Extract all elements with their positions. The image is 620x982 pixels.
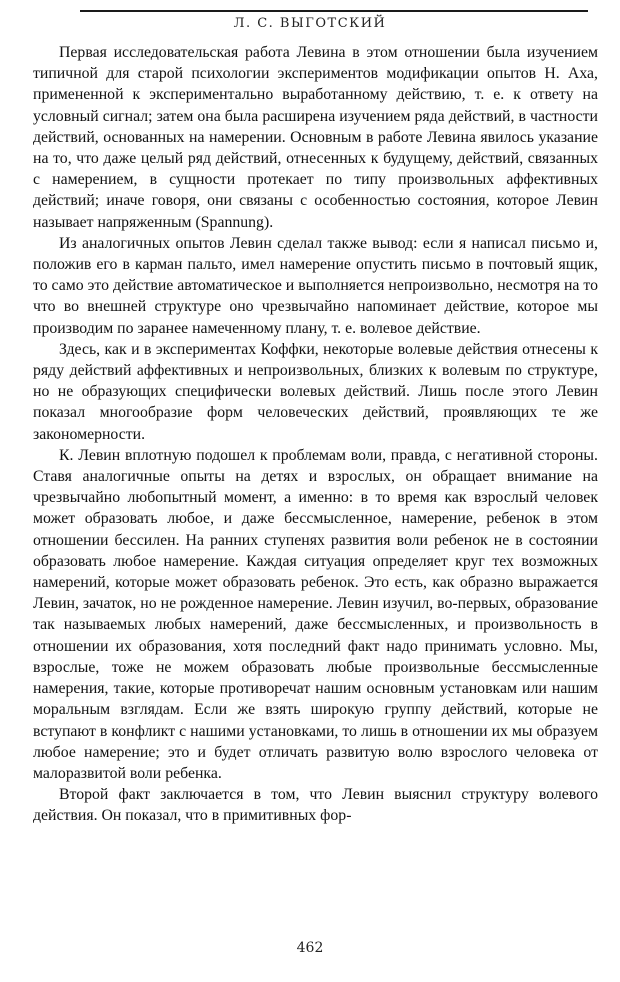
paragraph-3: Здесь, как и в экспериментах Коффки, некоторые волевые действия отнесены к ряду действий аффективных и непроизвольных, близких к волевым по структуре, но не образующих специфически волевых действий. Лишь после этого Левин показал многообразие форм человеческих действий, проявляющих те же закономерности. <box>33 340 598 443</box>
running-title: Л. С. ВЫГОТСКИЙ <box>233 16 387 31</box>
header-rule <box>80 10 588 12</box>
page-number: 462 <box>296 940 324 956</box>
paragraph-4: К. Левин вплотную подошел к проблемам воли, правда, с негативной стороны. Ставя аналогичные опыты на детях и взрослых, он обращает внимание на чрезвычайно любопытный момент, а именно: в то время как взрослый человек может образовать любое, и даже бессмысленное, намерение, ребенок в этом отношении бессилен. На ранних ступенях развития воли ребенок не в состоянии образовать любое намерение. Каждая ситуация определяет круг тех возможных намерений, которые может образовать ребенок. Это есть, как образно выражается Левин, зачаток, но не рожденное намерение. Левин изучил, во-первых, образование так называемых любых намерений, даже бессмысленных, и произвольность в отношении их образования, хотя последний факт надо принимать условно. Мы, взрослые, тоже не можем образовать любые произвольные бессмысленные намерения, такие, которые противоречат нашим основным установкам или нашим моральным взглядам. Если же взять широкую группу действий, которые не вступают в конфликт с нашими установками, то лишь в отношении их мы образуем любое намерение; это и будет отличать развитую волю взрослого человека от малоразвитой воли ребенка. <box>33 446 598 782</box>
paragraph-2: Из аналогичных опытов Левин сделал также вывод: если я написал письмо и, положив его в карман пальто, имел намерение опустить письмо в почтовый ящик, то само это действие автоматическое и выполняется непроизвольно, несмотря на то что во внешней структуре оно чрезвычайно напоминает действие, которое мы производим по заранее намеченному плану, т. е. волевое действие. <box>33 234 598 337</box>
paragraph-1: Первая исследовательская работа Левина в этом отношении была изучением типичной для старой психологии экспериментов модификации опытов Н. Аха, примененной к экспериментально выработанному действию, т. е. к ответу на условный сигнал; затем она была расширена изучением ряда действий, в частности действий, основанных на намерении. Основным в работе Левина явилось указание на то, что даже целый ряд действий, отнесенных к будущему, действий, связанных с намерением, в сущности протекает по типу произвольных аффективных действий; иначе говоря, они связаны с особенностью состояния, которое Левин называет напряженным (Spannung). <box>33 44 598 231</box>
main-text <box>33 42 598 827</box>
paragraph-5: Второй факт заключается в том, что Левин выяснил структуру волевого действия. Он показал, что в примитивных фор- <box>33 786 598 825</box>
